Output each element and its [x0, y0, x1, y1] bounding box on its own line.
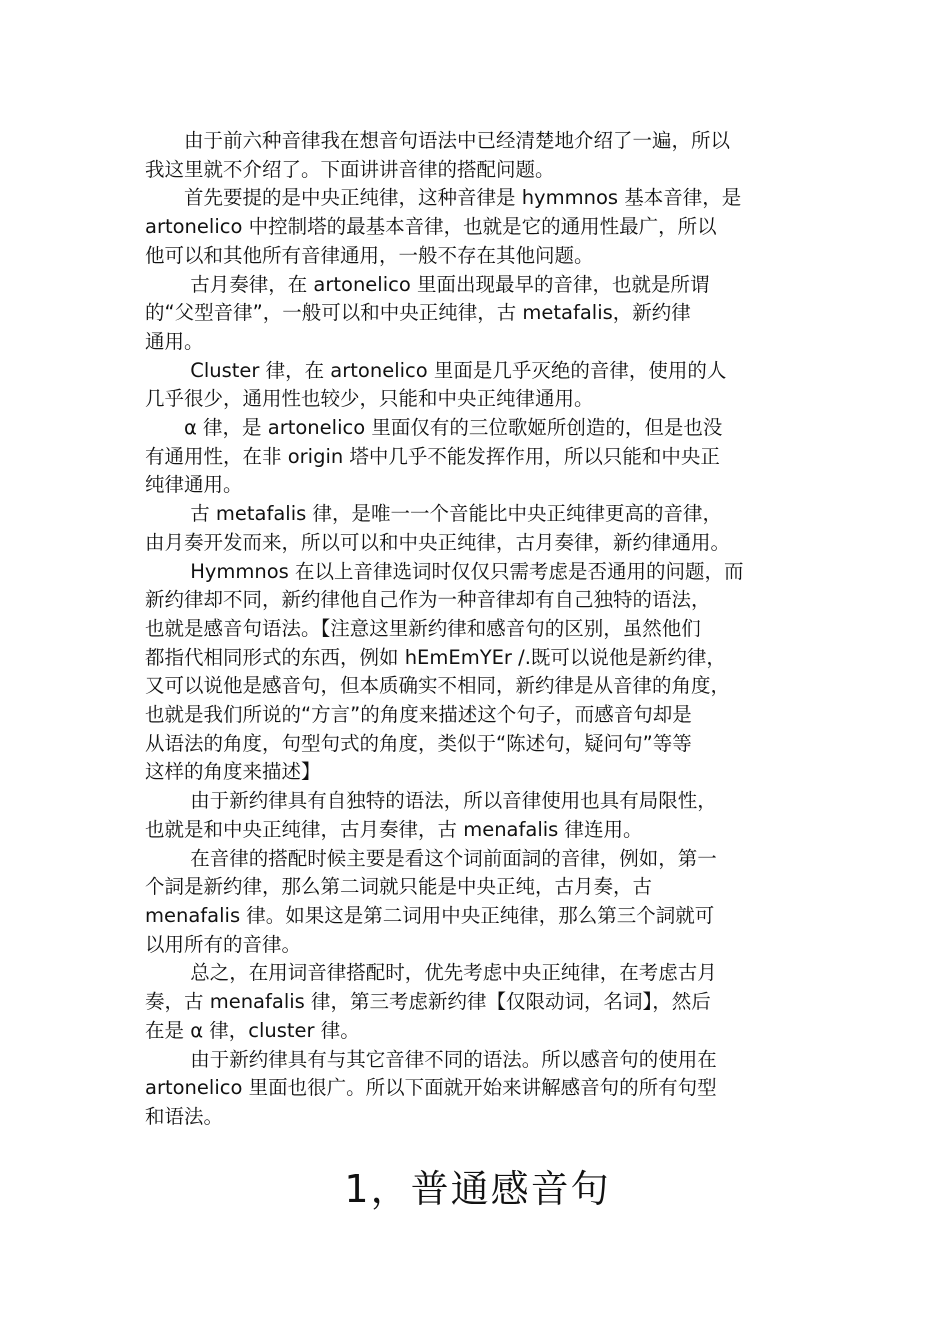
paragraph-conclusion: 由于新约律具有与其它音律不同的语法。所以感音句的使用在 artonelico 里面也很广。所以下面就开始来讲解感音句的所有句型 和语法。 — [145, 1047, 717, 1128]
paragraph-intro: 由于前六种音律我在想音句语法中已经清楚地介绍了一遍，所以 我这里就不介绍了。下面讲讲音律的搭配问题。 — [145, 129, 731, 181]
paragraph-cluster-law: Cluster 律，在 artonelico 里面是几乎灭绝的音律，使用的人 几乎很少，通用性也较少，只能和中央正纯律通用。 — [145, 358, 727, 411]
section-heading: 1，普通感音句 — [344, 1167, 611, 1211]
document-body — [145, 127, 810, 1132]
paragraph-summary: 总之，在用词音律搭配时，优先考虑中央正纯律，在考虑古月 奏，古 menafalis 律，第三考虑新约律【仅限动词，名词】，然后 在是 α 律，cluster 律。 — [145, 961, 717, 1042]
paragraph-ancient-moon-law: 古月奏律，在 artonelico 里面出现最早的音律，也就是所谓 的“父型音律”，一般可以和中央正纯律，古 metafalis，新约律 通用。 — [145, 272, 710, 353]
paragraph-hymmnos-selection: Hymmnos 在以上音律选词时仅仅只需考虑是否通用的问题，而 新约律却不同，新约律他自己作为一种音律却有自己独特的语法， 也就是感音句语法。【注意这里新约律和感音句的区别，虽然他们 都指代相同形式的东西，例如 hEmEmYEr /.既可以说他是新约律， 又可以说他是感音句，但本质确实不相同，新约律是从音律的角度， 也就是我们所说的“方言”的角度来描述这个句子，而感音句却是 从语法的角度，句型句式的角度，类似于“陈述句，疑问句”等等 这样的角度来描述】 — [145, 559, 744, 784]
paragraph-law-pairing: 在音律的搭配时候主要是看这个词前面詞的音律，例如，第一 个詞是新约律，那么第二词就只能是中央正纯，古月奏，古 menafalis 律。如果这是第二词用中央正纯律，那么第三个詞就可 以用所有的音律。 — [145, 846, 717, 956]
paragraph-alpha-law: α 律，是 artonelico 里面仅有的三位歌姬所创造的，但是也没 有通用性，在非 origin 塔中几乎不能发挥作用，所以只能和中央正 纯律通用。 — [145, 416, 723, 497]
paragraph-new-law-grammar: 由于新约律具有自独特的语法，所以音律使用也具有局限性， 也就是和中央正纯律，古月奏律，古 menafalis 律连用。 — [145, 789, 717, 841]
paragraph-metafalis-law: 古 metafalis 律，是唯一一个音能比中央正纯律更高的音律， 由月奏开发而来，所以可以和中央正纯律，古月奏律，新约律通用。 — [145, 502, 731, 554]
paragraph-central-law: 首先要提的是中央正纯律，这种音律是 hymmnos 基本音律，是 artonelico 中控制塔的最基本音律，也就是它的通用性最广，所以 他可以和其他所有音律通用，一般不存在其他问题。 — [145, 186, 742, 267]
